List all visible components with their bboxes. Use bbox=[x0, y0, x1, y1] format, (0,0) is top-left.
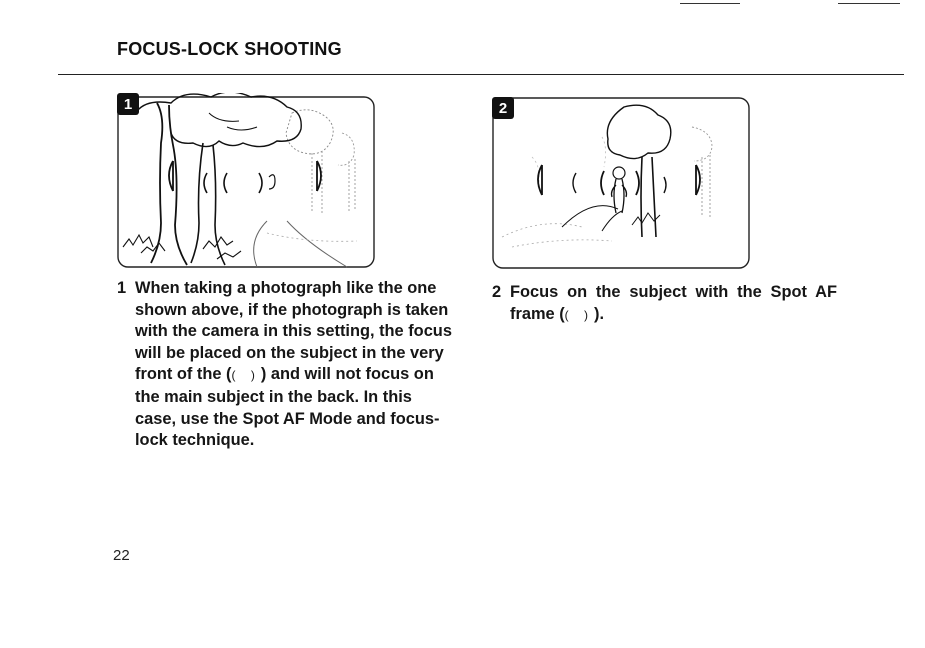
illustration-1 bbox=[117, 93, 376, 271]
page-title: FOCUS-LOCK SHOOTING bbox=[117, 39, 342, 59]
scene-2-drawing bbox=[492, 97, 751, 271]
illustration-2 bbox=[492, 97, 751, 271]
step-1 bbox=[117, 278, 457, 452]
spot-af-bracket-icon: ( ) bbox=[231, 368, 261, 383]
step-2-text-before: Focus on the subject with the Spot AF frame ( bbox=[510, 283, 837, 323]
step-2 bbox=[492, 282, 837, 326]
figure-2-badge: 2 bbox=[492, 97, 514, 119]
step-1-text-after: ) and will not focus on the main subject in the back. In this case, use the Spot AF Mode and focus-lock technique. bbox=[135, 365, 440, 450]
top-rule-right bbox=[838, 3, 900, 4]
scene-1-drawing bbox=[117, 93, 376, 271]
figure-1-badge: 1 bbox=[117, 93, 139, 115]
header-rule bbox=[58, 74, 904, 75]
page-number: 22 bbox=[113, 547, 130, 564]
step-1-text bbox=[135, 278, 457, 452]
step-2-text-after: ). bbox=[593, 304, 604, 323]
top-rule-left bbox=[680, 3, 740, 4]
step-1-text-before: When taking a photograph like the one shown above, if the photograph is taken with the camera in this setting, the focus will be placed on the subject in the very front of the ( bbox=[135, 279, 452, 384]
spot-af-frame-icon: ( ) bbox=[564, 307, 594, 322]
step-2-text bbox=[510, 282, 837, 326]
step-2-number: 2 bbox=[492, 283, 502, 301]
step-1-number: 1 bbox=[117, 279, 127, 297]
